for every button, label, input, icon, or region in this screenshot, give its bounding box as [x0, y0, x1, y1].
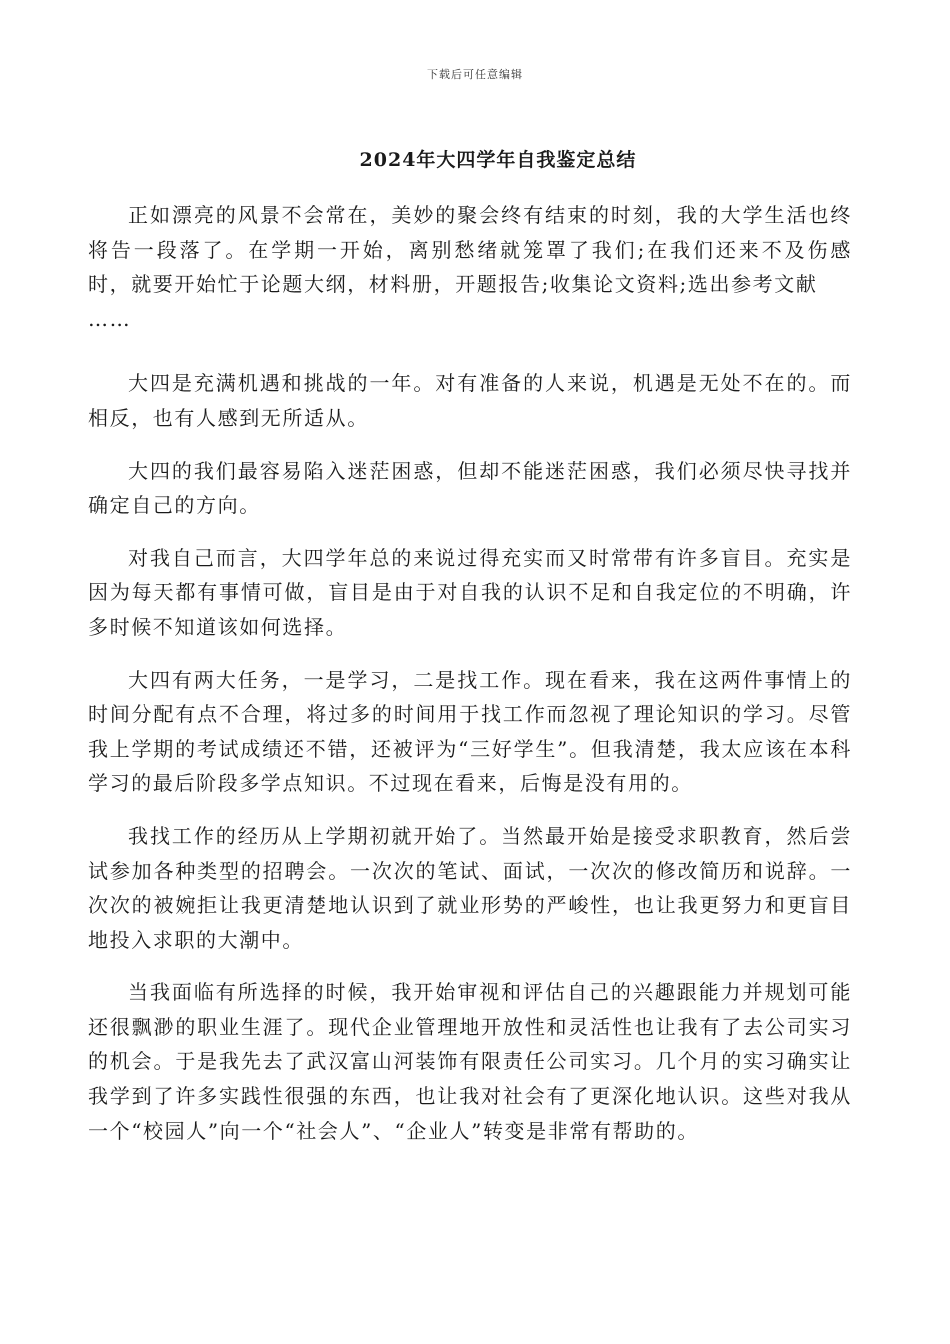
header-note: 下载后可任意编辑 [427, 68, 523, 81]
paragraph: 我找工作的经历从上学期初就开始了。当然最开始是接受求职教育，然后尝试参加各种类型的招聘会。一次次的笔试、面试，一次次的修改简历和说辞。一次次的被婉拒让我更清楚地认识到了就业形势的严峻性，也让我更努力和更盲目地投入求职的大潮中。 [88, 823, 852, 952]
document-body [88, 198, 852, 1166]
paragraph: 大四是充满机遇和挑战的一年。对有准备的人来说，机遇是无处不在的。而相反，也有人感到无所适从。 [88, 371, 852, 430]
paragraph: 大四的我们最容易陷入迷茫困惑，但却不能迷茫困惑，我们必须尽快寻找并确定自己的方向。 [88, 458, 852, 518]
paragraph: 当我面临有所选择的时候，我开始审视和评估自己的兴趣跟能力并规划可能还很飘渺的职业生涯了。现代企业管理地开放性和灵活性也让我有了去公司实习的机会。于是我先去了武汉富山河装饰有限责任公司实习。几个月的实习确实让我学到了许多实践性很强的东西，也让我对社会有了更深化地认识。这些对我从一个“校园人”向一个“社会人”、“企业人”转变是非常有帮助的。 [88, 980, 852, 1143]
paragraph-ellipsis: …… [88, 306, 132, 331]
paragraph: 对我自己而言，大四学年总的来说过得充实而又时常带有许多盲目。充实是因为每天都有事情可做，盲目是由于对自我的认识不足和自我定位的不明确，许多时候不知道该如何选择。 [88, 545, 852, 639]
page-title: 2024年大四学年自我鉴定总结 [359, 149, 637, 171]
paragraph: 正如漂亮的风景不会常在，美妙的聚会终有结束的时刻，我的大学生活也终将告一段落了。在学期一开始，离别愁绪就笼罩了我们;在我们还来不及伤感时，就要开始忙于论题大纲，材料册，开题报告;收集论文资料;选出参考文献 [88, 203, 852, 297]
paragraph: 大四有两大任务，一是学习，二是找工作。现在看来，我在这两件事情上的时间分配有点不合理，将过多的时间用于找工作而忽视了理论知识的学习。尽管我上学期的考试成绩还不错，还被评为“三好学生”。但我清楚，我太应该在本科学习的最后阶段多学点知识。不过现在看来，后悔是没有用的。 [88, 667, 852, 796]
